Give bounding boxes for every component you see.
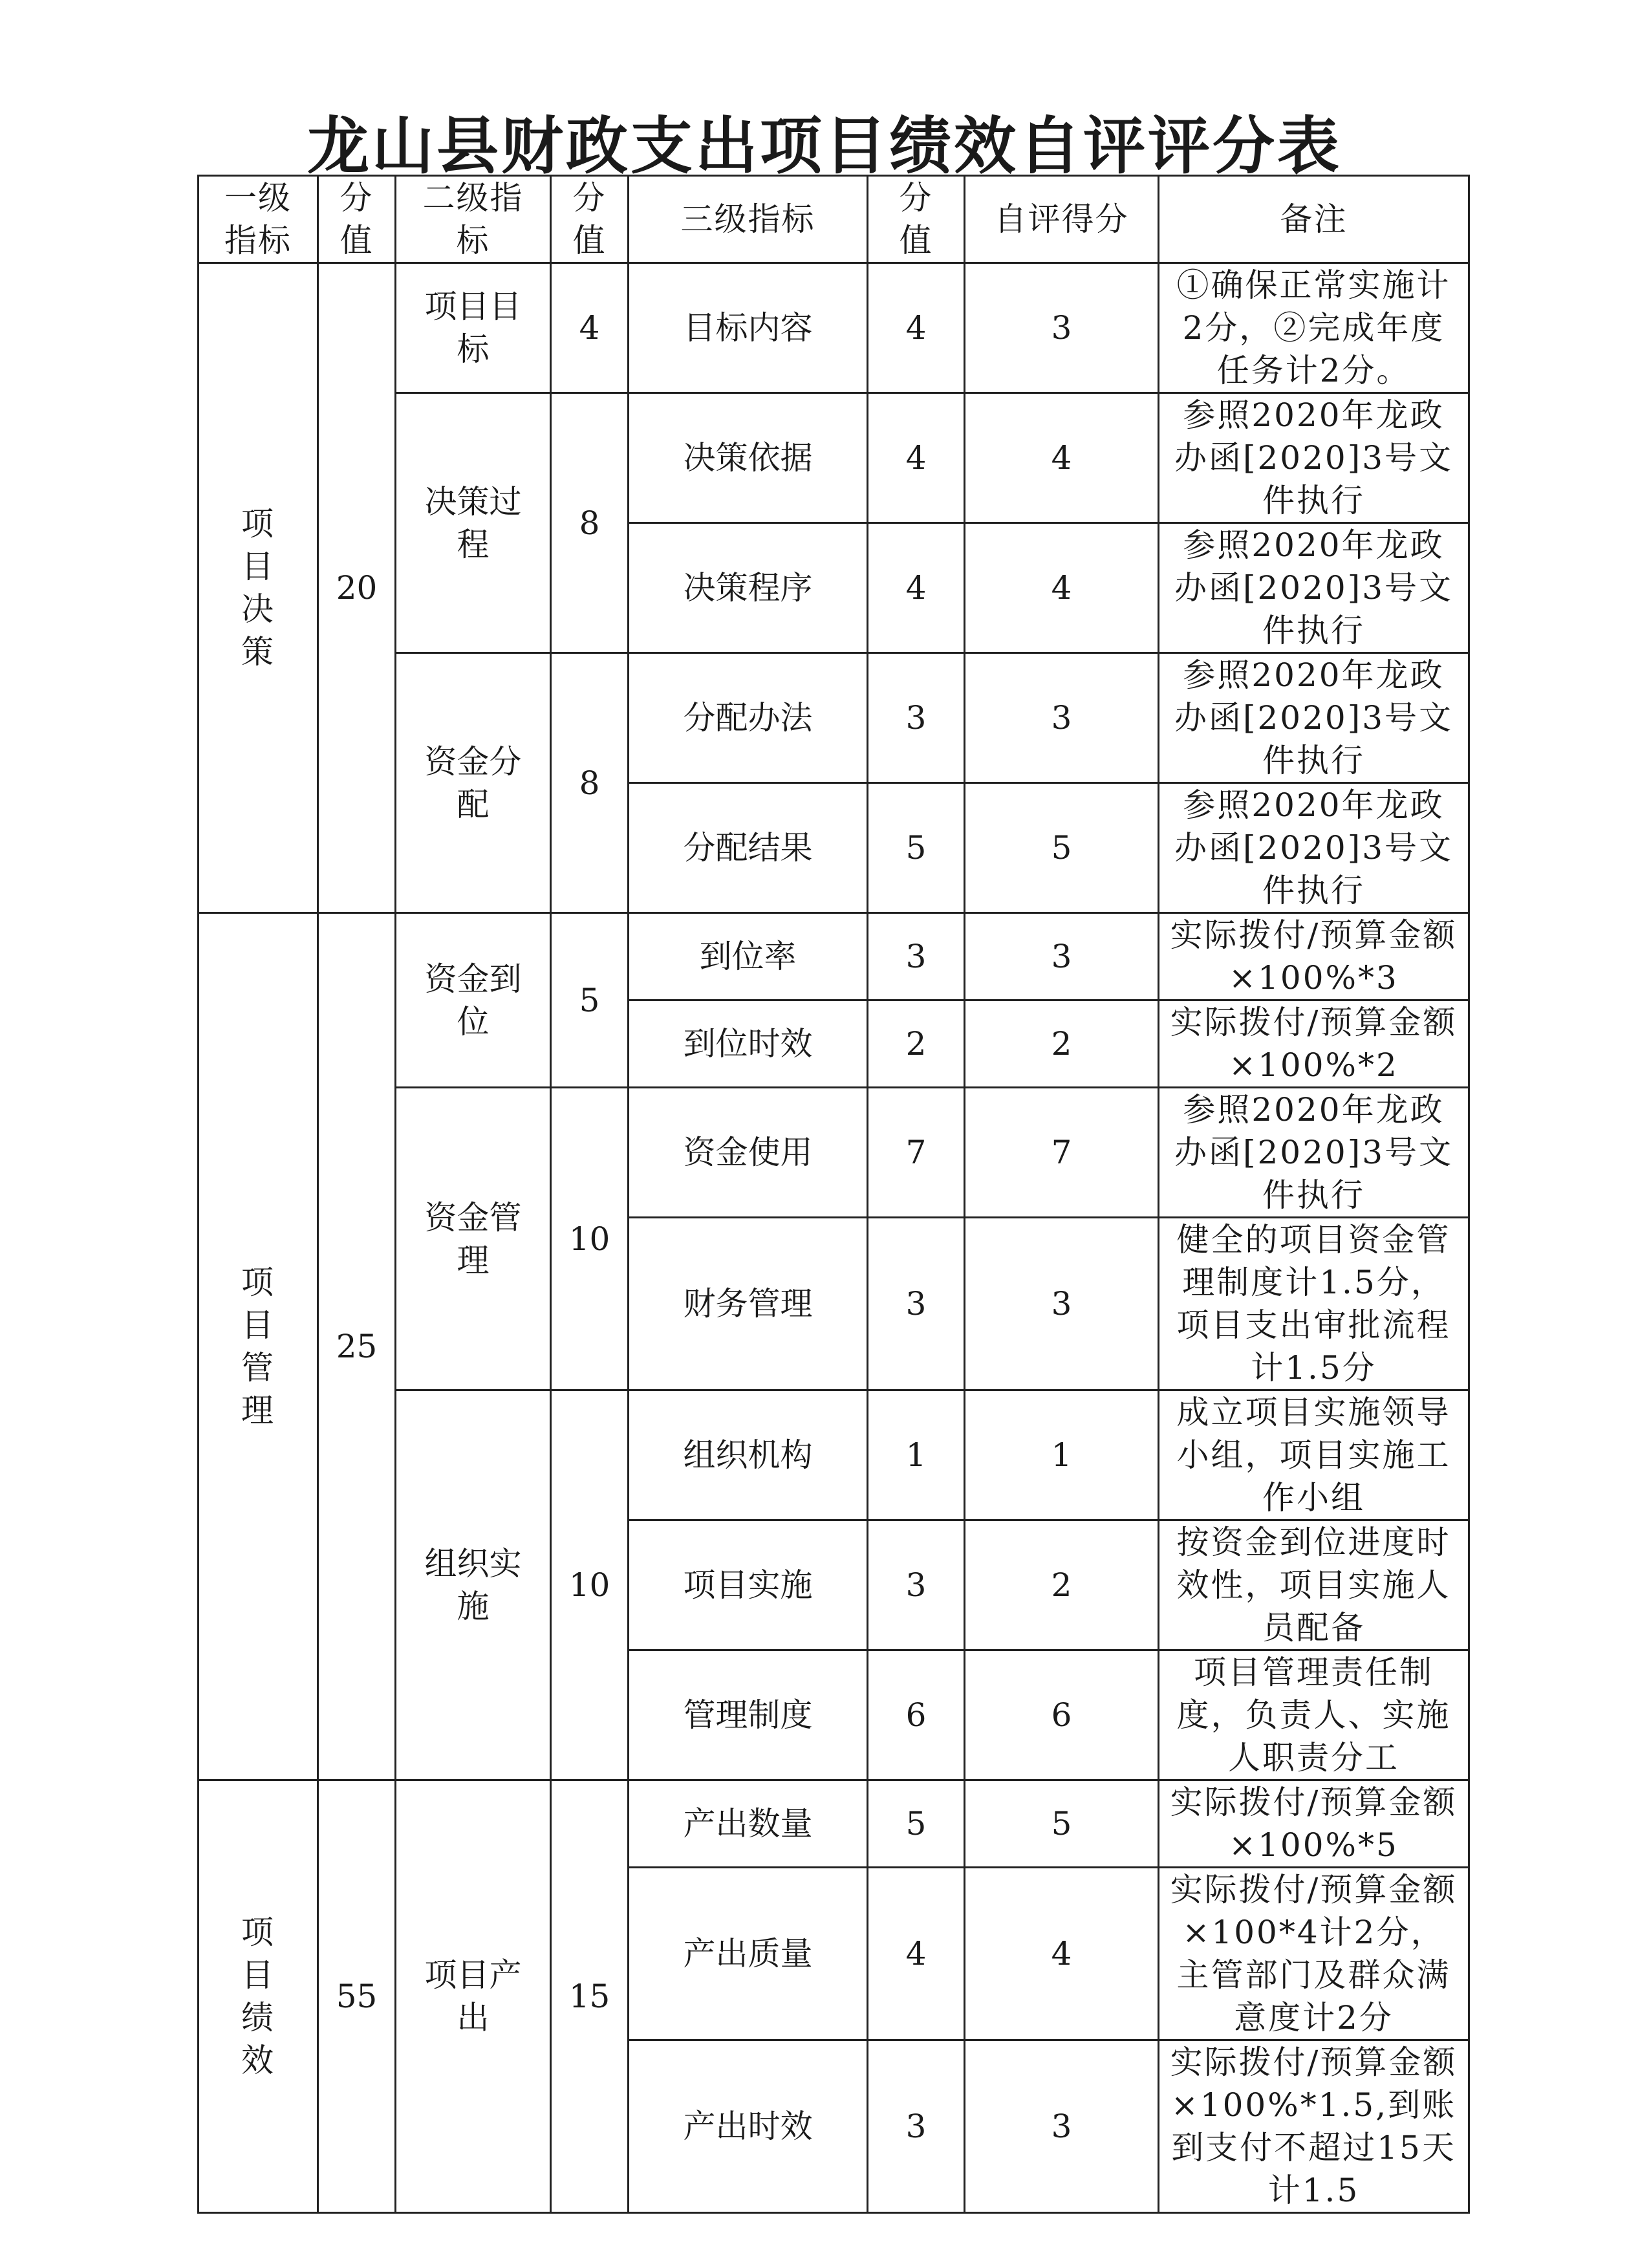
remark-cell: 实际拨付/预算金额×100*4计2分，主管部门及群众满意度计2分: [1159, 1868, 1469, 2040]
level3-cell: 到位时效: [629, 1000, 868, 1088]
self-score: 2: [965, 1520, 1159, 1650]
header-self-score: 自评得分: [965, 176, 1159, 263]
self-score: 4: [965, 523, 1159, 653]
remark-cell: 实际拨付/预算金额×100%*3: [1159, 913, 1469, 1000]
header-level2-indicator: 二级指标: [396, 176, 551, 263]
level3-score: 3: [868, 913, 965, 1000]
level3-cell: 资金使用: [629, 1088, 868, 1218]
header-row: [199, 176, 1469, 263]
level3-cell: 到位率: [629, 913, 868, 1000]
level3-score: 6: [868, 1650, 965, 1780]
level3-cell: 产出数量: [629, 1780, 868, 1868]
level2-score: 4: [551, 263, 629, 393]
self-score: 7: [965, 1088, 1159, 1218]
level3-score: 3: [868, 1520, 965, 1650]
remark-cell: 成立项目实施领导小组，项目实施工作小组: [1159, 1390, 1469, 1520]
level3-score: 4: [868, 1868, 965, 2040]
self-score: 1: [965, 1390, 1159, 1520]
level2-score: 10: [551, 1390, 629, 1780]
self-score: 6: [965, 1650, 1159, 1780]
header-level2-score: 分值: [551, 176, 629, 263]
self-score: 3: [965, 2040, 1159, 2213]
level2-score: 10: [551, 1088, 629, 1390]
remark-cell: 参照2020年龙政办函[2020]3号文件执行: [1159, 783, 1469, 913]
level1-cell: 项目决策: [199, 263, 318, 913]
level2-cell: 组织实施: [396, 1390, 551, 1780]
level2-cell: 资金分配: [396, 653, 551, 913]
level2-cell: 项目目标: [396, 263, 551, 393]
level3-score: 5: [868, 1780, 965, 1868]
self-score: 3: [965, 1218, 1159, 1390]
remark-cell: 参照2020年龙政办函[2020]3号文件执行: [1159, 653, 1469, 783]
level3-cell: 决策依据: [629, 393, 868, 523]
remark-cell: ①确保正常实施计2分，②完成年度任务计2分。: [1159, 263, 1469, 393]
level3-cell: 目标内容: [629, 263, 868, 393]
level1-score: 20: [318, 263, 396, 913]
self-score: 4: [965, 393, 1159, 523]
level3-cell: 管理制度: [629, 1650, 868, 1780]
self-score: 5: [965, 783, 1159, 913]
level2-score: 15: [551, 1780, 629, 2213]
level2-cell: 资金管理: [396, 1088, 551, 1390]
table-row: [199, 263, 1469, 393]
level2-score: 8: [551, 393, 629, 653]
remark-cell: 参照2020年龙政办函[2020]3号文件执行: [1159, 1088, 1469, 1218]
header-level3-indicator: 三级指标: [629, 176, 868, 263]
table-row: [199, 1780, 1469, 1868]
self-score: 4: [965, 1868, 1159, 2040]
level3-score: 4: [868, 523, 965, 653]
level3-score: 7: [868, 1088, 965, 1218]
header-remarks: 备注: [1159, 176, 1469, 263]
remark-cell: 实际拨付/预算金额×100%*5: [1159, 1780, 1469, 1868]
remark-cell: 参照2020年龙政办函[2020]3号文件执行: [1159, 393, 1469, 523]
remark-cell: 项目管理责任制度，负责人、实施人职责分工: [1159, 1650, 1469, 1780]
page-title: 龙山县财政支出项目绩效自评评分表: [307, 110, 1342, 182]
level1-cell: 项目绩效: [199, 1780, 318, 2213]
level3-score: 4: [868, 263, 965, 393]
level3-score: 3: [868, 1218, 965, 1390]
level3-score: 4: [868, 393, 965, 523]
level3-score: 1: [868, 1390, 965, 1520]
level3-score: 3: [868, 653, 965, 783]
level3-score: 2: [868, 1000, 965, 1088]
level2-score: 8: [551, 653, 629, 913]
remark-cell: 按资金到位进度时效性，项目实施人员配备: [1159, 1520, 1469, 1650]
header-level1-indicator: 一级指标: [199, 176, 318, 263]
self-score: 3: [965, 913, 1159, 1000]
level3-cell: 产出质量: [629, 1868, 868, 2040]
score-table: [197, 175, 1470, 2214]
header-level1-score: 分值: [318, 176, 396, 263]
level2-score: 5: [551, 913, 629, 1088]
remark-cell: 健全的项目资金管理制度计1.5分，项目支出审批流程计1.5分: [1159, 1218, 1469, 1390]
self-score: 5: [965, 1780, 1159, 1868]
level3-cell: 项目实施: [629, 1520, 868, 1650]
remark-cell: 实际拨付/预算金额×100%*1.5,到账到支付不超过15天计1.5: [1159, 2040, 1469, 2213]
self-score: 3: [965, 263, 1159, 393]
remark-cell: 参照2020年龙政办函[2020]3号文件执行: [1159, 523, 1469, 653]
level3-cell: 分配办法: [629, 653, 868, 783]
level1-score: 25: [318, 913, 396, 1780]
level3-cell: 分配结果: [629, 783, 868, 913]
table-row: [199, 913, 1469, 1000]
level3-score: 3: [868, 2040, 965, 2213]
level2-cell: 资金到位: [396, 913, 551, 1088]
level3-cell: 财务管理: [629, 1218, 868, 1390]
level3-score: 5: [868, 783, 965, 913]
remark-cell: 实际拨付/预算金额×100%*2: [1159, 1000, 1469, 1088]
self-score: 2: [965, 1000, 1159, 1088]
level1-cell: 项目管理: [199, 913, 318, 1780]
level3-cell: 组织机构: [629, 1390, 868, 1520]
level2-cell: 项目产出: [396, 1780, 551, 2213]
header-level3-score: 分值: [868, 176, 965, 263]
level3-cell: 决策程序: [629, 523, 868, 653]
level2-cell: 决策过程: [396, 393, 551, 653]
level3-cell: 产出时效: [629, 2040, 868, 2213]
self-score: 3: [965, 653, 1159, 783]
level1-score: 55: [318, 1780, 396, 2213]
